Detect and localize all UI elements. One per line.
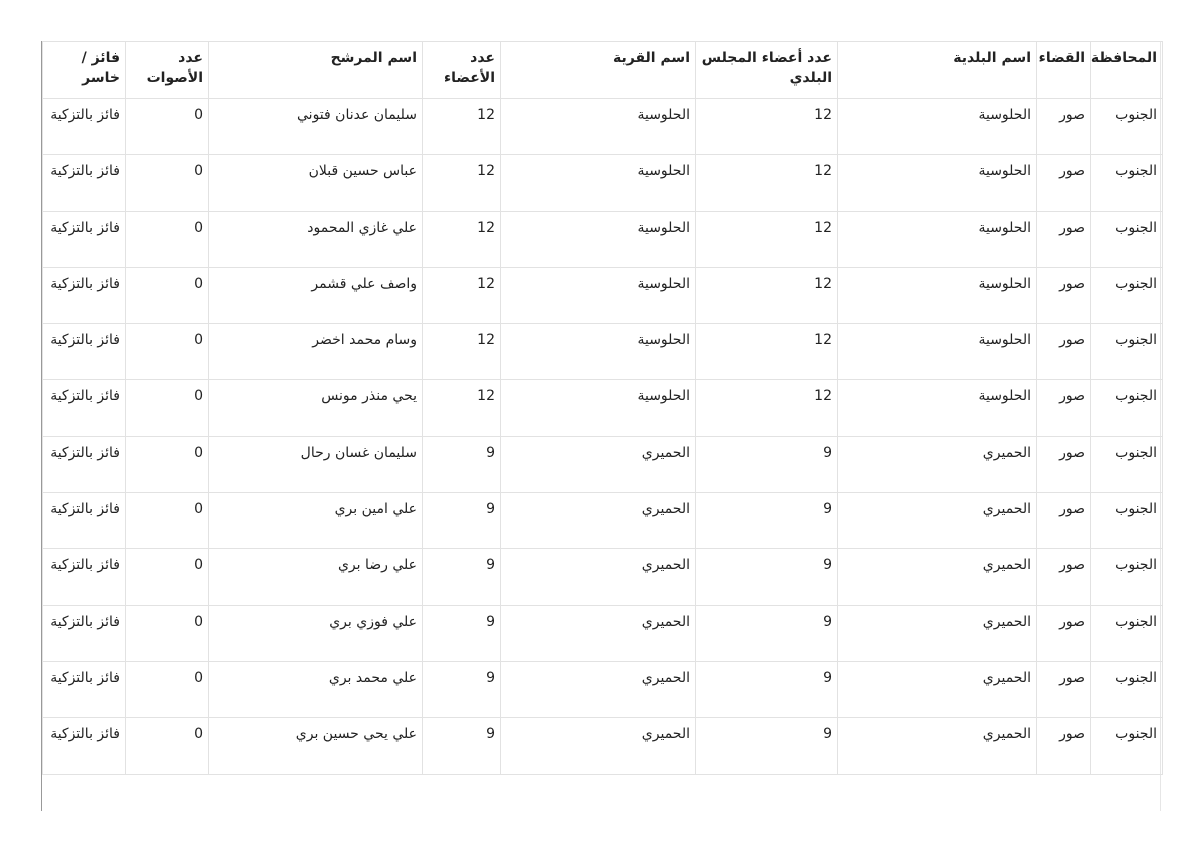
header-row: [43, 42, 1163, 99]
cell-votes-count: 0: [126, 211, 209, 267]
table-row: [43, 549, 1163, 605]
cell-candidate-name: سليمان عدنان فتوني: [209, 99, 423, 155]
cell-district: صور: [1037, 549, 1091, 605]
cell-village-name: الحلوسية: [501, 155, 696, 211]
cell-council-members-count: 9: [696, 549, 838, 605]
cell-district: صور: [1037, 267, 1091, 323]
cell-municipality-name: الحميري: [838, 549, 1037, 605]
cell-district: صور: [1037, 324, 1091, 380]
cell-votes-count: 0: [126, 605, 209, 661]
cell-governorate: الجنوب: [1091, 99, 1163, 155]
cell-council-members-count: 9: [696, 493, 838, 549]
table-row: [43, 324, 1163, 380]
cell-governorate: الجنوب: [1091, 661, 1163, 717]
cell-village-name: الحلوسية: [501, 267, 696, 323]
cell-winner-loser: فائز بالتزكية: [43, 493, 126, 549]
column-header-municipality-name: اسم البلدية: [838, 42, 1037, 99]
cell-members-count: 9: [423, 549, 501, 605]
cell-candidate-name: علي رضا بري: [209, 549, 423, 605]
cell-members-count: 9: [423, 718, 501, 774]
cell-votes-count: 0: [126, 549, 209, 605]
cell-municipality-name: الحلوسية: [838, 267, 1037, 323]
column-header-governorate: المحافظة: [1091, 42, 1163, 99]
cell-district: صور: [1037, 718, 1091, 774]
column-header-council-members-count: عدد أعضاء المجلس البلدي: [696, 42, 838, 99]
cell-votes-count: 0: [126, 324, 209, 380]
cell-council-members-count: 12: [696, 380, 838, 436]
column-header-winner-loser: فائز / خاسر: [43, 42, 126, 99]
cell-municipality-name: الحلوسية: [838, 155, 1037, 211]
cell-municipality-name: الحميري: [838, 436, 1037, 492]
cell-winner-loser: فائز بالتزكية: [43, 549, 126, 605]
column-header-members-count: عدد الأعضاء: [423, 42, 501, 99]
cell-municipality-name: الحميري: [838, 661, 1037, 717]
table-body: [43, 99, 1163, 775]
cell-governorate: الجنوب: [1091, 718, 1163, 774]
cell-district: صور: [1037, 99, 1091, 155]
cell-district: صور: [1037, 380, 1091, 436]
table-row: [43, 718, 1163, 774]
cell-council-members-count: 12: [696, 211, 838, 267]
cell-candidate-name: سليمان غسان رحال: [209, 436, 423, 492]
cell-council-members-count: 9: [696, 661, 838, 717]
cell-municipality-name: الحلوسية: [838, 324, 1037, 380]
cell-members-count: 12: [423, 211, 501, 267]
cell-members-count: 9: [423, 661, 501, 717]
cell-governorate: الجنوب: [1091, 380, 1163, 436]
cell-members-count: 9: [423, 605, 501, 661]
column-header-candidate-name: اسم المرشح: [209, 42, 423, 99]
cell-municipality-name: الحميري: [838, 493, 1037, 549]
cell-votes-count: 0: [126, 99, 209, 155]
cell-municipality-name: الحميري: [838, 605, 1037, 661]
cell-village-name: الحلوسية: [501, 380, 696, 436]
cell-winner-loser: فائز بالتزكية: [43, 211, 126, 267]
table-row: [43, 211, 1163, 267]
cell-winner-loser: فائز بالتزكية: [43, 718, 126, 774]
cell-governorate: الجنوب: [1091, 211, 1163, 267]
cell-candidate-name: علي محمد بري: [209, 661, 423, 717]
cell-village-name: الحميري: [501, 661, 696, 717]
cell-municipality-name: الحلوسية: [838, 99, 1037, 155]
cell-governorate: الجنوب: [1091, 436, 1163, 492]
cell-winner-loser: فائز بالتزكية: [43, 267, 126, 323]
column-header-village-name: اسم القرية: [501, 42, 696, 99]
cell-candidate-name: علي غازي المحمود: [209, 211, 423, 267]
cell-council-members-count: 9: [696, 605, 838, 661]
cell-council-members-count: 12: [696, 324, 838, 380]
table-row: [43, 99, 1163, 155]
cell-village-name: الحميري: [501, 493, 696, 549]
cell-village-name: الحلوسية: [501, 211, 696, 267]
election-results-table: [42, 41, 1163, 775]
cell-members-count: 9: [423, 436, 501, 492]
cell-village-name: الحلوسية: [501, 324, 696, 380]
cell-votes-count: 0: [126, 661, 209, 717]
results-table-container: [41, 41, 1161, 811]
cell-governorate: الجنوب: [1091, 155, 1163, 211]
cell-governorate: الجنوب: [1091, 493, 1163, 549]
cell-votes-count: 0: [126, 718, 209, 774]
cell-winner-loser: فائز بالتزكية: [43, 155, 126, 211]
cell-winner-loser: فائز بالتزكية: [43, 99, 126, 155]
table-header: [43, 42, 1163, 99]
table-row: [43, 155, 1163, 211]
table-row: [43, 380, 1163, 436]
cell-council-members-count: 12: [696, 155, 838, 211]
cell-village-name: الحميري: [501, 436, 696, 492]
cell-winner-loser: فائز بالتزكية: [43, 436, 126, 492]
cell-candidate-name: علي يحي حسين بري: [209, 718, 423, 774]
table-row: [43, 661, 1163, 717]
table-row: [43, 493, 1163, 549]
cell-candidate-name: وسام محمد اخضر: [209, 324, 423, 380]
cell-village-name: الحميري: [501, 549, 696, 605]
column-header-votes-count: عدد الأصوات: [126, 42, 209, 99]
cell-votes-count: 0: [126, 493, 209, 549]
cell-votes-count: 0: [126, 155, 209, 211]
cell-winner-loser: فائز بالتزكية: [43, 324, 126, 380]
cell-village-name: الحلوسية: [501, 99, 696, 155]
cell-governorate: الجنوب: [1091, 549, 1163, 605]
cell-council-members-count: 12: [696, 99, 838, 155]
cell-candidate-name: عباس حسين قبلان: [209, 155, 423, 211]
cell-village-name: الحميري: [501, 605, 696, 661]
table-row: [43, 436, 1163, 492]
cell-council-members-count: 9: [696, 718, 838, 774]
cell-members-count: 12: [423, 380, 501, 436]
cell-village-name: الحميري: [501, 718, 696, 774]
cell-district: صور: [1037, 605, 1091, 661]
cell-council-members-count: 9: [696, 436, 838, 492]
cell-votes-count: 0: [126, 267, 209, 323]
cell-governorate: الجنوب: [1091, 267, 1163, 323]
cell-winner-loser: فائز بالتزكية: [43, 605, 126, 661]
cell-members-count: 12: [423, 155, 501, 211]
cell-council-members-count: 12: [696, 267, 838, 323]
cell-candidate-name: واصف علي قشمر: [209, 267, 423, 323]
cell-district: صور: [1037, 436, 1091, 492]
cell-candidate-name: علي فوزي بري: [209, 605, 423, 661]
cell-winner-loser: فائز بالتزكية: [43, 380, 126, 436]
cell-votes-count: 0: [126, 436, 209, 492]
cell-candidate-name: علي امين بري: [209, 493, 423, 549]
cell-municipality-name: الحميري: [838, 718, 1037, 774]
cell-members-count: 9: [423, 493, 501, 549]
column-header-district: القضاء: [1037, 42, 1091, 99]
table-row: [43, 267, 1163, 323]
cell-members-count: 12: [423, 99, 501, 155]
cell-district: صور: [1037, 155, 1091, 211]
cell-votes-count: 0: [126, 380, 209, 436]
cell-district: صور: [1037, 661, 1091, 717]
table-row: [43, 605, 1163, 661]
cell-district: صور: [1037, 211, 1091, 267]
cell-governorate: الجنوب: [1091, 324, 1163, 380]
cell-municipality-name: الحلوسية: [838, 380, 1037, 436]
cell-candidate-name: يحي منذر مونس: [209, 380, 423, 436]
cell-governorate: الجنوب: [1091, 605, 1163, 661]
cell-municipality-name: الحلوسية: [838, 211, 1037, 267]
cell-district: صور: [1037, 493, 1091, 549]
cell-members-count: 12: [423, 267, 501, 323]
cell-winner-loser: فائز بالتزكية: [43, 661, 126, 717]
cell-members-count: 12: [423, 324, 501, 380]
